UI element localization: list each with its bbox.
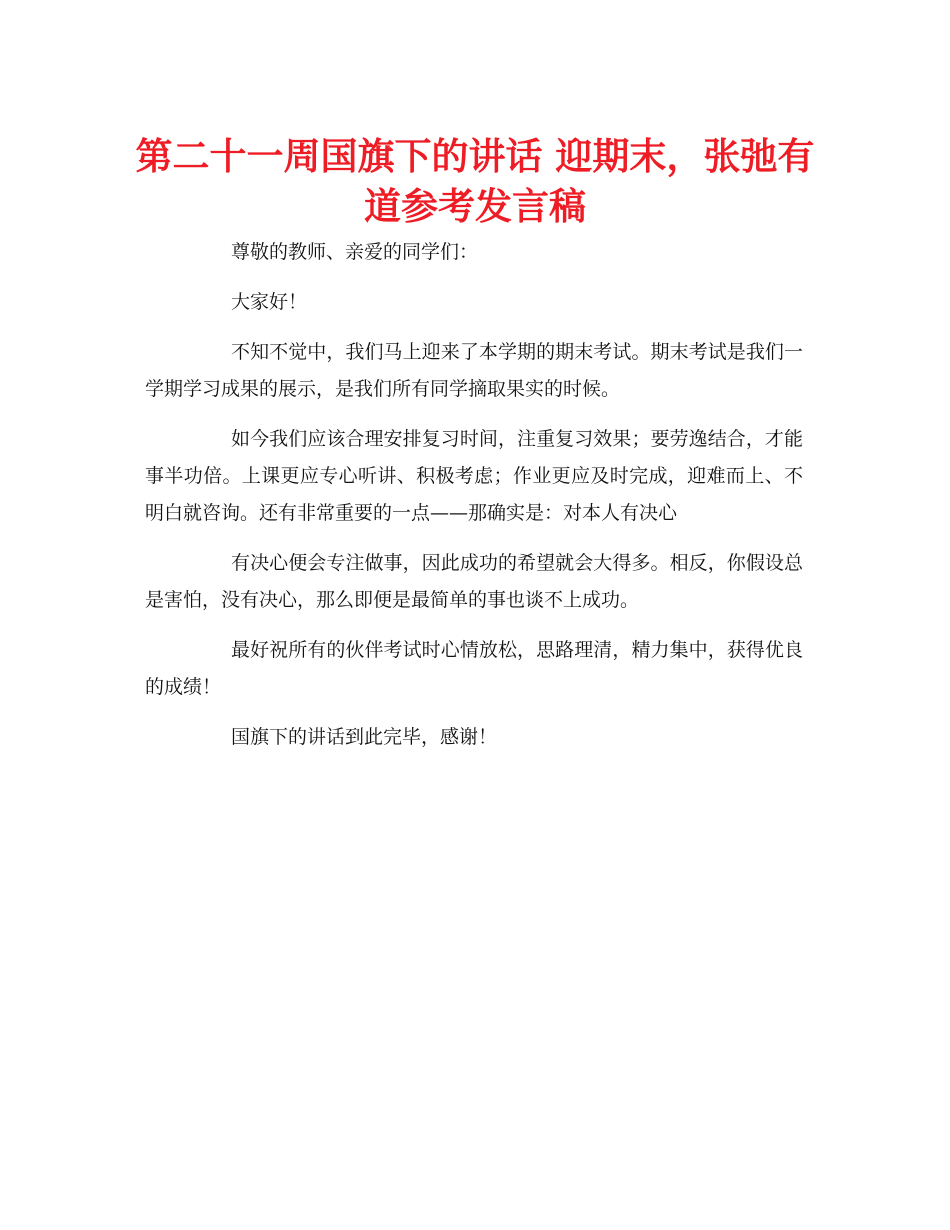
paragraph-confidence: 有决心便会专注做事，因此成功的希望就会大得多。相反，你假设总是害怕，没有决心，那么即便是最简单的事也谈不上成功。 <box>145 552 803 611</box>
salutation: 尊敬的教师、亲爱的同学们： <box>231 241 479 263</box>
document-title: 第二十一周国旗下的讲话 迎期末，张弛有道参考发言稿 <box>135 135 815 228</box>
document-body <box>145 234 803 769</box>
paragraph-wishes: 最好祝所有的伙伴考试时心情放松，思路理清，精力集中，获得优良的成绩！ <box>145 639 803 698</box>
paragraph-exam-intro: 不知不觉中，我们马上迎来了本学期的期末考试。期末考试是我们一学期学习成果的展示，是我们所有同学摘取果实的时候。 <box>145 341 803 400</box>
paragraph-review-advice: 如今我们应该合理安排复习时间，注重复习效果；要劳逸结合，才能事半功倍。上课更应专心听讲、积极考虑；作业更应及时完成，迎难而上、不明白就咨询。还有非常重要的一点——那确实是：对本人有决心 <box>145 428 803 524</box>
closing: 国旗下的讲话到此完毕，感谢！ <box>231 726 498 748</box>
greeting: 大家好！ <box>231 291 308 313</box>
